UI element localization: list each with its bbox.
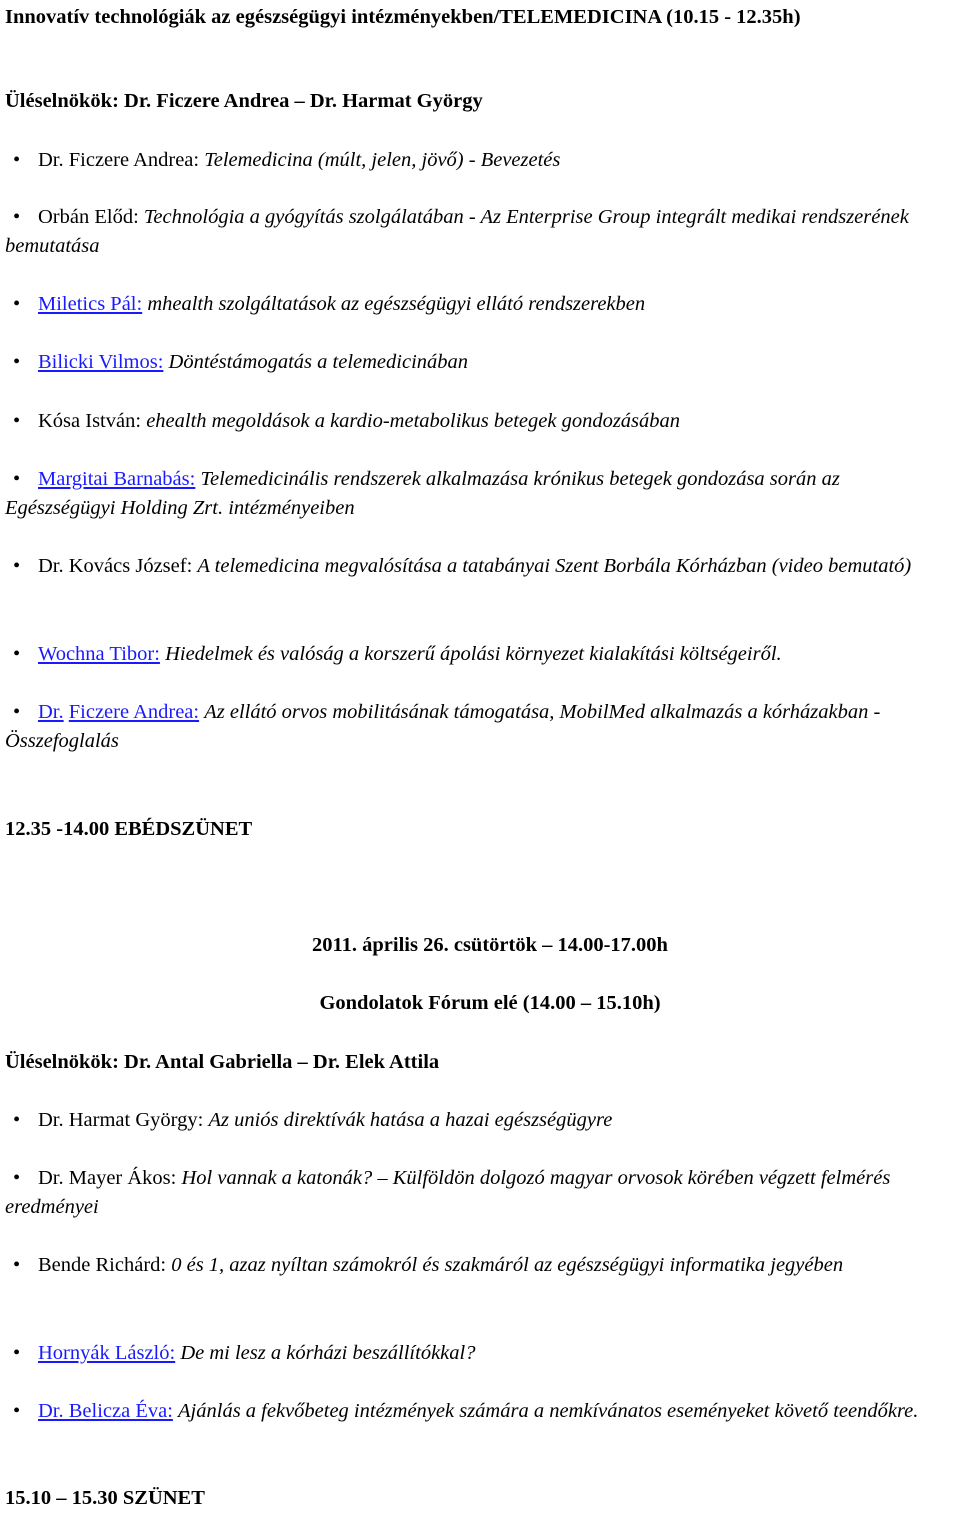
list-item xyxy=(5,640,945,669)
list-item xyxy=(5,1397,945,1426)
bullet: • xyxy=(13,1167,21,1189)
talk-title: Döntéstámogatás a telemedicinában xyxy=(168,351,469,373)
bullet: • xyxy=(13,293,21,315)
speaker-link[interactable]: Ficzere Andrea: xyxy=(68,701,200,723)
talk-title: Telemedicinális rendszerek alkalmazása krónikus betegek gondozása során az Egészségügyi Holding Zrt. intézményeiben xyxy=(5,468,840,519)
list-item xyxy=(5,1106,945,1135)
bullet: • xyxy=(13,410,21,432)
session-chairs: Üléselnökök: Dr. Ficzere Andrea – Dr. Harmat György xyxy=(5,90,483,112)
talk-title: De mi lesz a kórházi beszállítókkal? xyxy=(180,1342,476,1364)
talk-title: Az ellátó orvos mobilitásának támogatása, MobilMed alkalmazás a kórházakban - Összefoglalás xyxy=(5,701,881,752)
speaker-name: Orbán Előd: xyxy=(38,206,139,228)
bullet: • xyxy=(13,701,21,723)
speaker-link[interactable]: Miletics Pál: xyxy=(38,293,143,315)
section-title: Innovatív technológiák az egészségügyi intézményekben/TELEMEDICINA (10.15 - 12.35h) xyxy=(5,6,801,28)
speaker-name: Dr. Mayer Ákos: xyxy=(38,1167,177,1189)
talk-title: ehealth megoldások a kardio-metabolikus betegek gondozásában xyxy=(146,410,681,432)
session-topic: Gondolatok Fórum elé (14.00 – 15.10h) xyxy=(319,992,661,1014)
speaker-link[interactable]: Bilicki Vilmos: xyxy=(38,351,164,373)
speaker-name: Kósa István: xyxy=(38,410,142,432)
speaker-link[interactable]: Dr. Belicza Éva: xyxy=(38,1400,173,1422)
bullet: • xyxy=(13,643,21,665)
lunch-break: 12.35 -14.00 EBÉDSZÜNET xyxy=(5,818,253,840)
list-item xyxy=(5,348,945,377)
speaker-link[interactable]: Wochna Tibor: xyxy=(38,643,160,665)
talk-title: Telemedicina (múlt, jelen, jövő) - Bevezetés xyxy=(204,149,561,171)
bullet: • xyxy=(13,1342,21,1364)
talk-title: A telemedicina megvalósítása a tatabányai Szent Borbála Kórházban (video bemutató) xyxy=(197,555,912,577)
list-item xyxy=(5,290,945,319)
coffee-break: 15.10 – 15.30 SZÜNET xyxy=(5,1487,205,1509)
session-chairs-2: Üléselnökök: Dr. Antal Gabriella – Dr. Elek Attila xyxy=(5,1051,440,1073)
talk-title: Ajánlás a fekvőbeteg intézmények számára a nemkívánatos eseményeket követő teendőkre. xyxy=(178,1400,919,1422)
speaker-name: Dr. Harmat György: xyxy=(38,1109,204,1131)
talk-title: Hiedelmek és valóság a korszerű ápolási környezet kialakítási költségeiről. xyxy=(165,643,782,665)
speaker-name: Dr. Ficzere Andrea: xyxy=(38,149,200,171)
bullet: • xyxy=(13,149,21,171)
talk-title: Hol vannak a katonák? – Külföldön dolgozó magyar orvosok körében végzett felmérés eredményei xyxy=(5,1167,891,1218)
list-item xyxy=(5,1164,945,1222)
bullet: • xyxy=(13,1400,21,1422)
day-heading: 2011. április 26. csütörtök – 14.00-17.00h xyxy=(312,934,668,956)
speaker-link[interactable]: Hornyák László: xyxy=(38,1342,176,1364)
talk-title: Az uniós direktívák hatása a hazai egészségügyre xyxy=(208,1109,613,1131)
list-item xyxy=(5,1339,945,1368)
bullet: • xyxy=(13,351,21,373)
list-item xyxy=(5,407,945,436)
list-item xyxy=(5,552,945,581)
speaker-prefix-link[interactable]: Dr. xyxy=(38,701,64,723)
bullet: • xyxy=(13,555,21,577)
talk-title: Technológia a gyógyítás szolgálatában - Az Enterprise Group integrált medikai rendszerének bemutatása xyxy=(5,206,909,257)
list-item xyxy=(5,1251,945,1280)
list-item xyxy=(5,465,945,523)
bullet: • xyxy=(13,468,21,490)
speaker-name: Dr. Kovács József: xyxy=(38,555,193,577)
list-item xyxy=(5,146,945,175)
list-item xyxy=(5,698,945,756)
list-item xyxy=(5,203,945,261)
speaker-link[interactable]: Margitai Barnabás: xyxy=(38,468,196,490)
bullet: • xyxy=(13,1109,21,1131)
talk-title: mhealth szolgáltatások az egészségügyi ellátó rendszerekben xyxy=(147,293,646,315)
talk-title: 0 és 1, azaz nyíltan számokról és szakmáról az egészségügyi informatika jegyében xyxy=(171,1254,844,1276)
bullet: • xyxy=(13,1254,21,1276)
bullet: • xyxy=(13,206,21,228)
speaker-name: Bende Richárd: xyxy=(38,1254,167,1276)
